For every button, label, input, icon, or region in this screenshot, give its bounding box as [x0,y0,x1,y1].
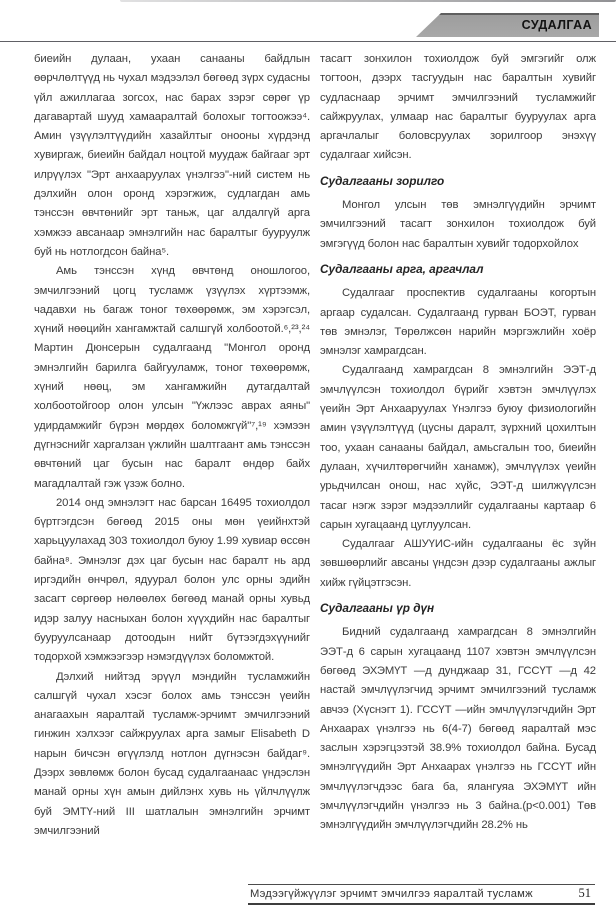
footer-rule-box [248,884,595,905]
page-number: 51 [578,886,591,900]
left-column [34,50,310,884]
article-body [34,50,596,884]
header-rule [0,41,616,42]
page-header [0,0,616,43]
section-heading-ur-dun: Судалгааны үр дүн [320,601,435,616]
section-heading-arga-argachlal: Судалгааны арга, аргачлал [320,261,484,276]
paragraph: Судалгааг проспектив судалгааны когортын аргаар судалсан. Судалгаанд гурван БОЭТ, гурван төв эмнэлэг, Төрөлжсөн нарийн мэргэжлийн хоёр эмнэлэг хамрагдсан. [320,287,596,358]
section-tab-label: СУДАЛГАА [521,18,592,32]
paragraph: Судалгаанд хамрагдсан 8 эмнэлгийн ЭЭТ-д эмчлүүлсэн тохиолдол бүрийг хэвтэн эмчлүүлэх үеийн Эрт Анхааруулах Үнэлгээ буюу физиологийн амин үзүүлэлтүүд (цусны даралт, зүрхний цохилтын тоо, ухаан санааны байдал, амьсгалын тоо, биеийн дулаан, хүчилтөрөгчийн ханамж), эмчлүүлэх үеийн урьдчилсан онош, нас хүйс, ЭЭТ-д шилжүүлсэн тасаг нэгж зэрэг мэдээллийг судалгааны картаар 6 сарын хугацаанд цуглуулсан. [320,364,596,531]
paragraph: Бидний судалгаанд хамрагдсан 8 эмнэлгийн ЭЭТ-д 6 сарын хугацаанд 1107 хэвтэн эмчлүүлсэн бөгөөд ЭХЭМҮТ —д дунджаар 31, ГССҮТ —д 42 настай эмчлүүлэгчид эрчимт эмчилгээний тусламж авчээ (Хүснэгт 1). ГССҮТ —ийн эмчлүүлэгчдийн Эрт Анхаарах үнэлгээ нь 6(4-7) бөгөөд яаралтай мэс заслын хэрэгцээтэй 38.9% тохиолдол байна. Бусад эмнэлгүүдийн Эрт Анхаарах үнэлгээ нь ГССҮТ ийн эмчлүүлэгчдээс бага ба, ялангуяа ЭХЭМҮТ ийн эмчлүүлэгчдийн үнэлгээ нь 3 байна.(p<0.001) Төв эмнэлгүүдийн эмчлүүлэгчдийн 28.2% нь [320,626,596,832]
paragraph: тасагт зонхилон тохиолдож буй эмгэгийг олж тогтоон, дээрх тасгуудын нас баралтын хувийг судласнаар эрчимт эмчилгээний тусламжийг сайжруулах, улмаар нас баралтыг бууруулах арга аргачлалыг боловсруулах зорилгоор энэхүү судалгааг хийсэн. [320,53,596,162]
page-footer [0,884,616,910]
right-column [320,50,596,884]
section-tab [416,13,599,37]
footer-journal-title: Мэдээгүйжүүлэг эрчимт эмчилгээ яаралтай тусламж [250,888,533,900]
paragraph: Амь тэнссэн хүнд өвчтөнд оношлогоо, эмчилгээний цогц тусламж үзүүлэх хүртээмж, чадавхи нь багаж тоног төхөөрөмж, эм хэрэгсэл, хүний нөөцийн хангамжтай салшгүй холбоотой.⁶,²³,²⁴ Мартин Дюнсерын судалгаанд "Монгол оронд эмнэлгийн барилга байгууламж, тоног төхөөрөмж, хүний нөөц, эм хангамжийн дутагдалтай холбоотойгоор олон улсын "Үжлээс аврах аяны" удирдамжийг бүрэн мөрдөх боломжгүй"⁷,¹⁹ хэмээн дүгнэснийг харгалзан үжлийн шалтгаант амь тэнссэн өвчтөний цаг бусын нас баралт өндөр байх магадлалтай гэж үзэж болно. [34,265,310,490]
paragraph: 2014 онд эмнэлэгт нас барсан 16495 тохиолдол бүртгэгдсэн бөгөөд 2015 оны мөн үеийнхтэй харьцуулахад 303 тохиолдол буюу 1.99 хувиар өссөн байна⁸. Эмнэлэг дэх цаг бусын нас баралт нь ард иргэдийн өнчрөл, ядуурал болон улс орны эдийн засагт сөргөөр нөлөөлөх бөгөөд манай орны хувьд идэр залуу насныхан болон хүүхдийн нас баралтыг бууруулсанаар дотоодын нийт бүтээгдэхүүнийг тодорхой хэмжээгээр нэмэгдүүлэх боломжтой. [34,496,310,664]
paragraph: Судалгааг АШУҮИС-ийн судалгааны ёс зүйн зөвшөөрлийг авсаны үндсэн дээр судалгааны ажлыг хийж гүйцэтгэсэн. [320,538,596,589]
paragraph: Монгол улсын төв эмнэлгүүдийн эрчимт эмчилгээний тасагт зонхилон тохиолдож буй эмгэгүүд болон нас баралтын хувийг тодорхойлох [320,199,596,250]
paragraph: биеийн дулаан, ухаан санааны байдлын өөрчлөлтүүд нь чухал мэдээлэл бөгөөд зүрх судасны үйл ажиллагаа зогсох, нас барах зэрэг сөрөг үр дагавартай шууд хамааралтай болохыг тогтоожээ⁴. Амин үзүүлэлтүүдийн хазайлтыг онооны хүрдэнд хувиргаж, биеийн байдал ноцтой муудаж байгааг эрт илрүүлэх "Эрт анхааруулах үнэлгээ"-ний систем нь дэлхийн олон оронд хэрэгжиж, судлагдан амь тэнссэн өвчтөнийг эрт таньж, цаг алдалгүй арга хэмжээ авсанаар эмнэлгийн нас баралтыг бууруулж буй нь нотлогдсон байна⁵. [34,53,310,258]
section-heading-zorilgo: Судалгааны зорилго [320,173,445,188]
paragraph: Дэлхий нийтэд эрүүл мэндийн тусламжийн салшгүй чухал хэсэг болох амь тэнссэн үеийн анагаахын яаралтай тусламж-эрчимт эмчилгээний гинжин хэлхээг сайжруулах арга замыг Elisabeth D нарын бичсэн өгүүлэлд нотлон дүгнэсэн байдаг⁹. Дээрх зөвлөмж болон бусад судалгаанаас үндэслэн манай орны хүн амын дийлэнх хувь нь үйлчлүүлж буй ЭМТҮ-ний III шатлалын эмнэлгийн эрчимт эмчилгээний [34,670,310,837]
